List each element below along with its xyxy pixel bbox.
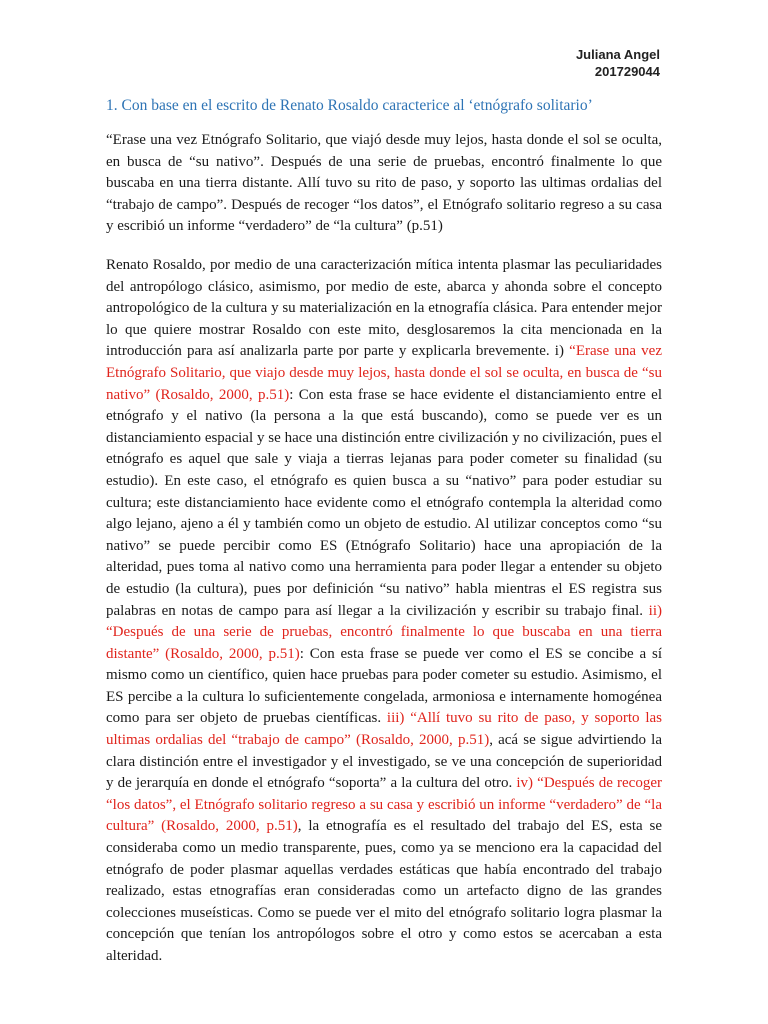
author-header [576, 46, 660, 80]
citation-2: ii) “Después de una serie de pruebas, encontró finalmente lo que buscaba en una tierra distante” (Rosaldo, 2000, p.51) [106, 602, 662, 662]
body-text-3: : Con esta frase se puede ver como el ES se concibe a sí mismo como un científico, quien hace pruebas para poder cometer su estudio. Asimismo, el ES percibe a la cultura lo suficientemente congelada, armoniosa e internamente homogénea como para ser objeto de pruebas científicas. [106, 645, 662, 727]
author-name: Juliana Angel [575, 47, 660, 62]
body-text-2: : Con esta frase se hace evidente el distanciamiento entre el etnógrafo y el nativo (la persona a la que está buscando), como se puede ver es un distanciamiento espacial y se hace una distinción entre civilización y no civilización, pues el etnógrafo es aquel que sale y viaja a tierras lejanas para poder cometer su finalidad (su estudio). En este caso, el etnógrafo es quien busca a su “nativo” para poder estudiar su cultura; este distanciamiento hace evidente como el etnógrafo contempla la alteridad como algo lejano, ajeno a él y también como un objeto de estudio. Al utilizar conceptos como “su nativo” se puede percibir como ES (Etnógrafo Solitario) hace una apropiación de la alteridad, pues toma al nativo como una herramienta para poder llegar a entender su objeto de estudio (la cultura), pues por definición “su nativo” habla mientras el ES registra sus palabras en notas de campo para así llegar a la civilización y escribir su trabajo final. [106, 386, 663, 619]
citation-1: “Erase una vez Etnógrafo Solitario, que viajo desde muy lejos, hasta donde el sol se oculta, en busca de “su nativo” (Rosaldo, 2000, p.51) [106, 343, 662, 403]
body-text-1: Renato Rosaldo, por medio de una caracterización mítica intenta plasmar las peculiaridades del antropólogo clásico, asimismo, por medio de este, abarca y ahonda sobre el concepto antropológico de la cultura y su materialización en la etnografía clásica. Para entender mejor lo que quiere mostrar Rosaldo con este mito, desglosaremos la cita mencionada en la introducción para así analizarla parte por parte y explicarla brevemente. i) [106, 257, 662, 360]
student-id: 201729044 [594, 64, 660, 79]
citation-3: iii) “Allí tuvo su rito de paso, y soporto las ultimas ordalias del “trabajo de campo” (Rosaldo, 2000, p.51) [106, 710, 662, 749]
citation-4: iv) “Después de recoger “los datos”, el Etnógrafo solitario regreso a su casa y escribió un informe “verdadero” de “la cultura” (Rosaldo, 2000, p.51) [106, 775, 662, 835]
body-text-5: , la etnografía es el resultado del trabajo del ES, esta se consideraba como un medio transparente, pues, como ya se menciono era la capacidad del etnógrafo de poder plasmar aquellas verdades estáticas que había encontrado del trabajo realizado, estas etnografías eran consideradas como un artefacto digno de las grandes colecciones museísticas. Como se puede ver el mito del etnógrafo solitario logra plasmar la concepción que tenían los antropólogos sobre el otro y como estos se acercaban a esta alteridad. [106, 818, 662, 964]
question-heading: 1. Con base en el escrito de Renato Rosaldo caracterice al ‘etnógrafo solitario’ [106, 97, 593, 114]
quote-paragraph: “Erase una vez Etnógrafo Solitario, que viajó desde muy lejos, hasta donde el sol se oculta, en busca de “su nativo”. Después de una serie de pruebas, encontró finalmente lo que buscaba en una tierra distante. Allí tuvo su rito de paso, y soporto las ultimas ordalias del “trabajo de campo”. Después de recoger “los datos”, el Etnógrafo solitario regreso a su casa y escribió un informe “verdadero” de “la cultura” (p.51) [106, 132, 662, 235]
body-text-4: , acá se sigue advirtiendo la clara distinción entre el investigador y el investigado, se ve una concepción de superioridad y de jerarquía en donde el etnógrafo “soporta” a la cultura del otro. [106, 732, 663, 792]
body-paragraph [106, 255, 662, 968]
